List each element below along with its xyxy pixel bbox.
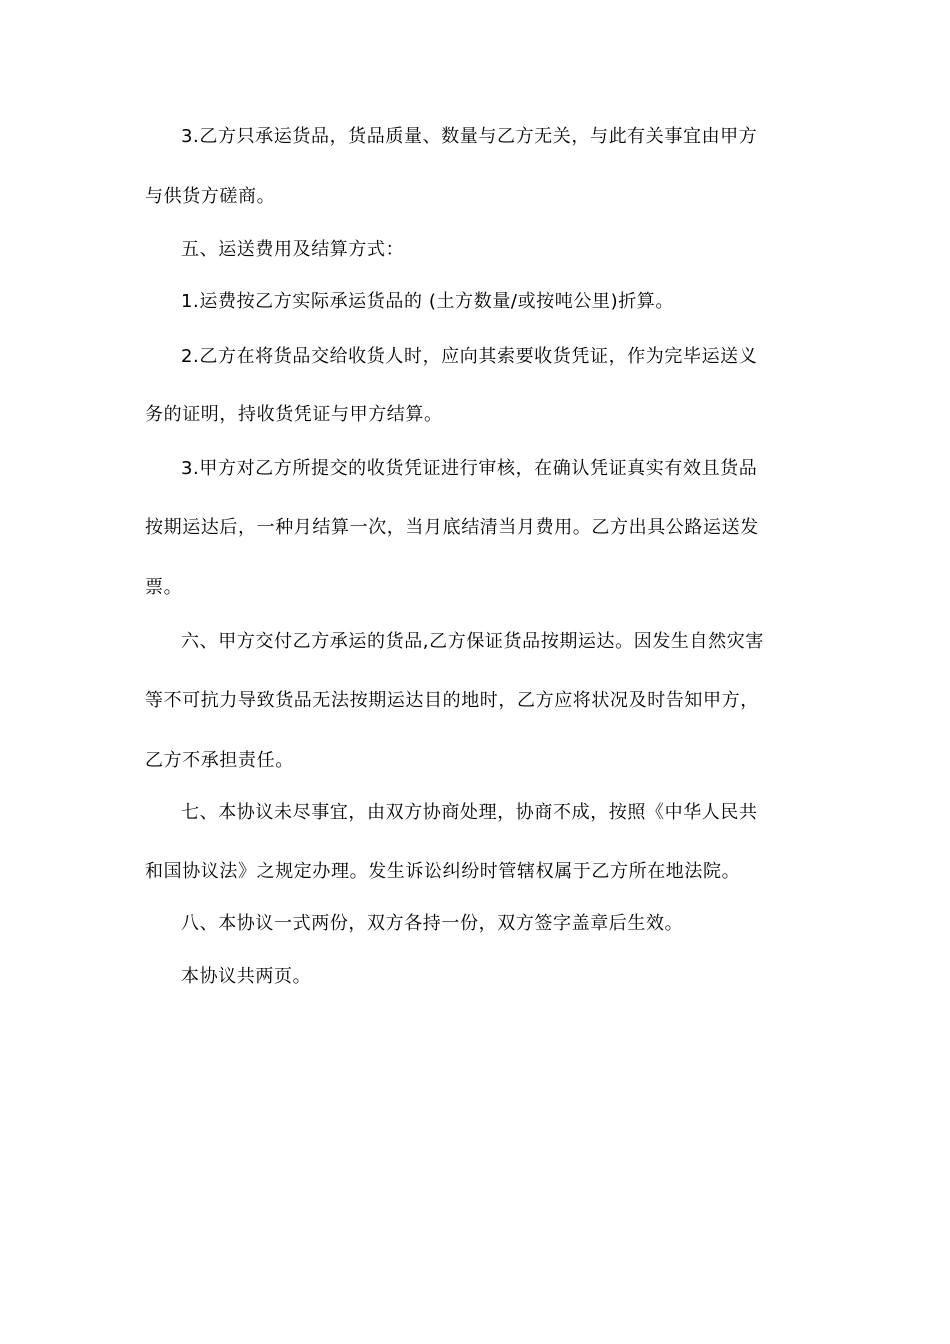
text-line: 按期运达后，一种月结算一次，当月底结清当月费用。乙方出具公路运送发 <box>145 517 759 538</box>
text-line: 3.甲方对乙方所提交的收货凭证进行审核，在确认凭证真实有效且货品 <box>181 458 758 479</box>
text-line: 本协议共两页。 <box>181 966 312 987</box>
section-heading: 五、运送费用及结算方式： <box>181 239 405 260</box>
text-line: 与供货方磋商。 <box>145 186 276 207</box>
text-line: 务的证明，持收货凭证与甲方结算。 <box>145 404 443 425</box>
text-line: 七、本协议未尽事宜，由双方协商处理，协商不成，按照《中华人民共 <box>181 802 758 823</box>
text-line: 2.乙方在将货品交给收货人时，应向其索要收货凭证，作为完毕运送义 <box>181 346 758 367</box>
text-line: 乙方不承担责任。 <box>145 750 294 771</box>
text-line: 1.运费按乙方实际承运货品的 (土方数量/或按吨公里)折算。 <box>181 291 675 312</box>
text-line: 票。 <box>145 577 183 598</box>
text-line: 3.乙方只承运货品，货品质量、数量与乙方无关，与此有关事宜由甲方 <box>181 126 758 147</box>
text-line: 六、甲方交付乙方承运的货品,乙方保证货品按期运达。因发生自然灾害 <box>181 631 764 652</box>
text-line: 八、本协议一式两份，双方各持一份，双方签字盖章后生效。 <box>181 913 684 934</box>
text-line: 等不可抗力导致货品无法按期运达目的地时，乙方应将状况及时告知甲方， <box>145 690 759 711</box>
text-line: 和国协议法》之规定办理。发生诉讼纠纷时管辖权属于乙方所在地法院。 <box>145 861 741 882</box>
